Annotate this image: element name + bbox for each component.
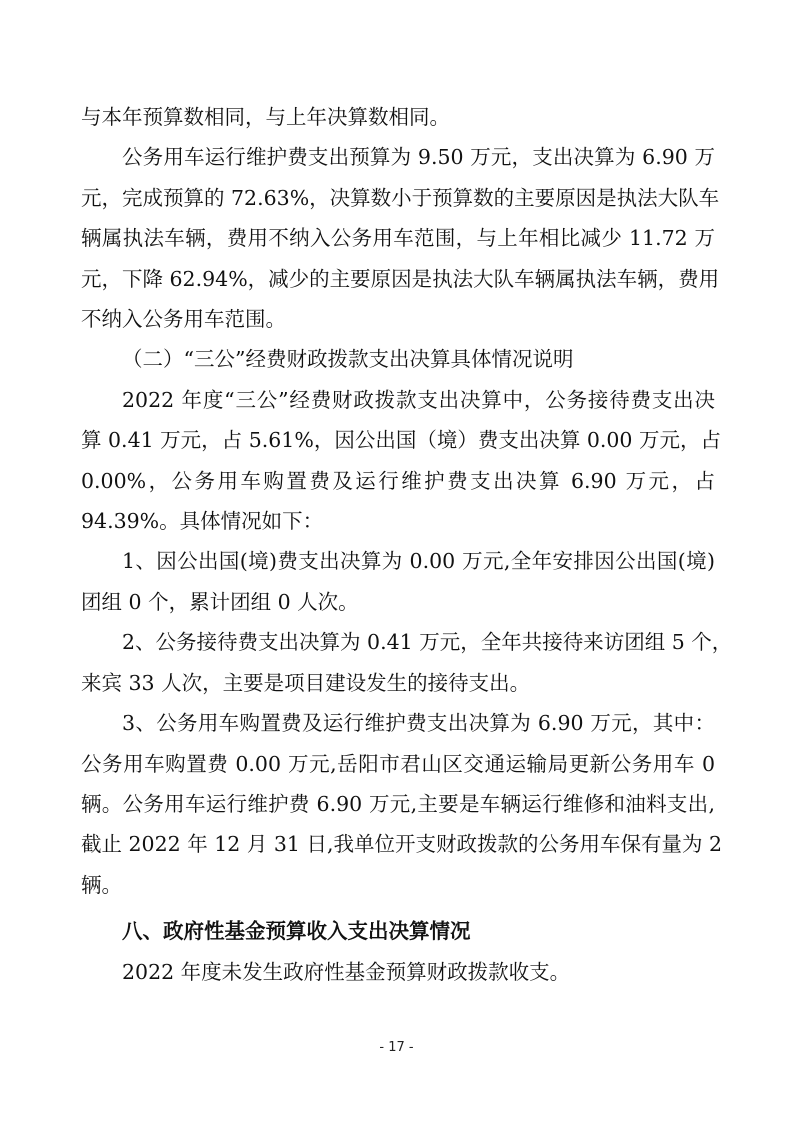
paragraph-vehicle-operation <box>81 137 720 339</box>
text-line: 2022 年度未发生政府性基金预算财政拨款收支。 <box>122 959 571 984</box>
text-line: 公务用车运行维护费支出预算为 9.50 万元，支出决算为 6.90 万 <box>122 145 715 170</box>
text-line: （二）“三公”经费财政拨款支出决算具体情况说明 <box>122 347 574 372</box>
text-line: 3、公务用车购置费及运行维护费支出决算为 6.90 万元，其中： <box>122 711 715 736</box>
paragraph-government-fund <box>81 952 715 992</box>
section-heading: 八、政府性基金预算收入支出决算情况 <box>122 919 471 944</box>
text-line: 团组 0 个，累计团组 0 人次。 <box>81 589 359 614</box>
document-body <box>81 97 733 992</box>
text-line: 来宾 33 人次，主要是项目建设发生的接待支出。 <box>81 670 531 695</box>
text-line: 算 0.41 万元，占 5.61%，因公出国（境）费支出决算 0.00 万元，占 <box>81 428 721 453</box>
text-line: 0.00%，公务用车购置费及运行维护费支出决算 6.90 万元，占 <box>81 468 715 493</box>
text-line: 辆属执法车辆，费用不纳入公务用车范围，与上年相比减少 11.72 万 <box>81 226 715 251</box>
paragraph-three-public-summary <box>81 380 721 542</box>
paragraph-item-2 <box>81 622 733 703</box>
text-line: 1、因公出国(境)费支出决算为 0.00 万元,全年安排因公出国(境) <box>122 549 715 574</box>
text-line: 元，完成预算的 72.63%，决算数小于预算数的主要原因是执法大队车 <box>81 185 720 210</box>
text-line: 公务用车购置费 0.00 万元,岳阳市君山区交通运输局更新公务用车 0 <box>81 751 715 776</box>
text-line: 2、公务接待费支出决算为 0.41 万元，全年共接待来访团组 5 个， <box>122 630 733 655</box>
text-line: 辆。公务用车运行维护费 6.90 万元,主要是车辆运行维修和油料支出, <box>81 791 715 816</box>
text-line: 2022 年度“三公”经费财政拨款支出决算中，公务接待费支出决 <box>122 387 715 412</box>
text-line: 截止 2022 年 12 月 31 日,我单位开支财政拨款的公务用车保有量为 2 <box>81 832 723 857</box>
paragraph-vehicle-continuation <box>81 97 715 137</box>
paragraph-item-1 <box>81 541 715 622</box>
text-line: 元，下降 62.94%，减少的主要原因是执法大队车辆属执法车辆，费用 <box>81 266 720 291</box>
subsection-heading <box>81 339 715 379</box>
page-number: - 17 - <box>379 1040 414 1055</box>
text-line: 94.39%。具体情况如下： <box>81 509 324 534</box>
text-line: 不纳入公务用车范围。 <box>81 307 286 332</box>
text-line: 辆。 <box>81 872 122 897</box>
paragraph-item-3 <box>81 703 723 905</box>
text-line: 与本年预算数相同，与上年决算数相同。 <box>81 105 450 129</box>
